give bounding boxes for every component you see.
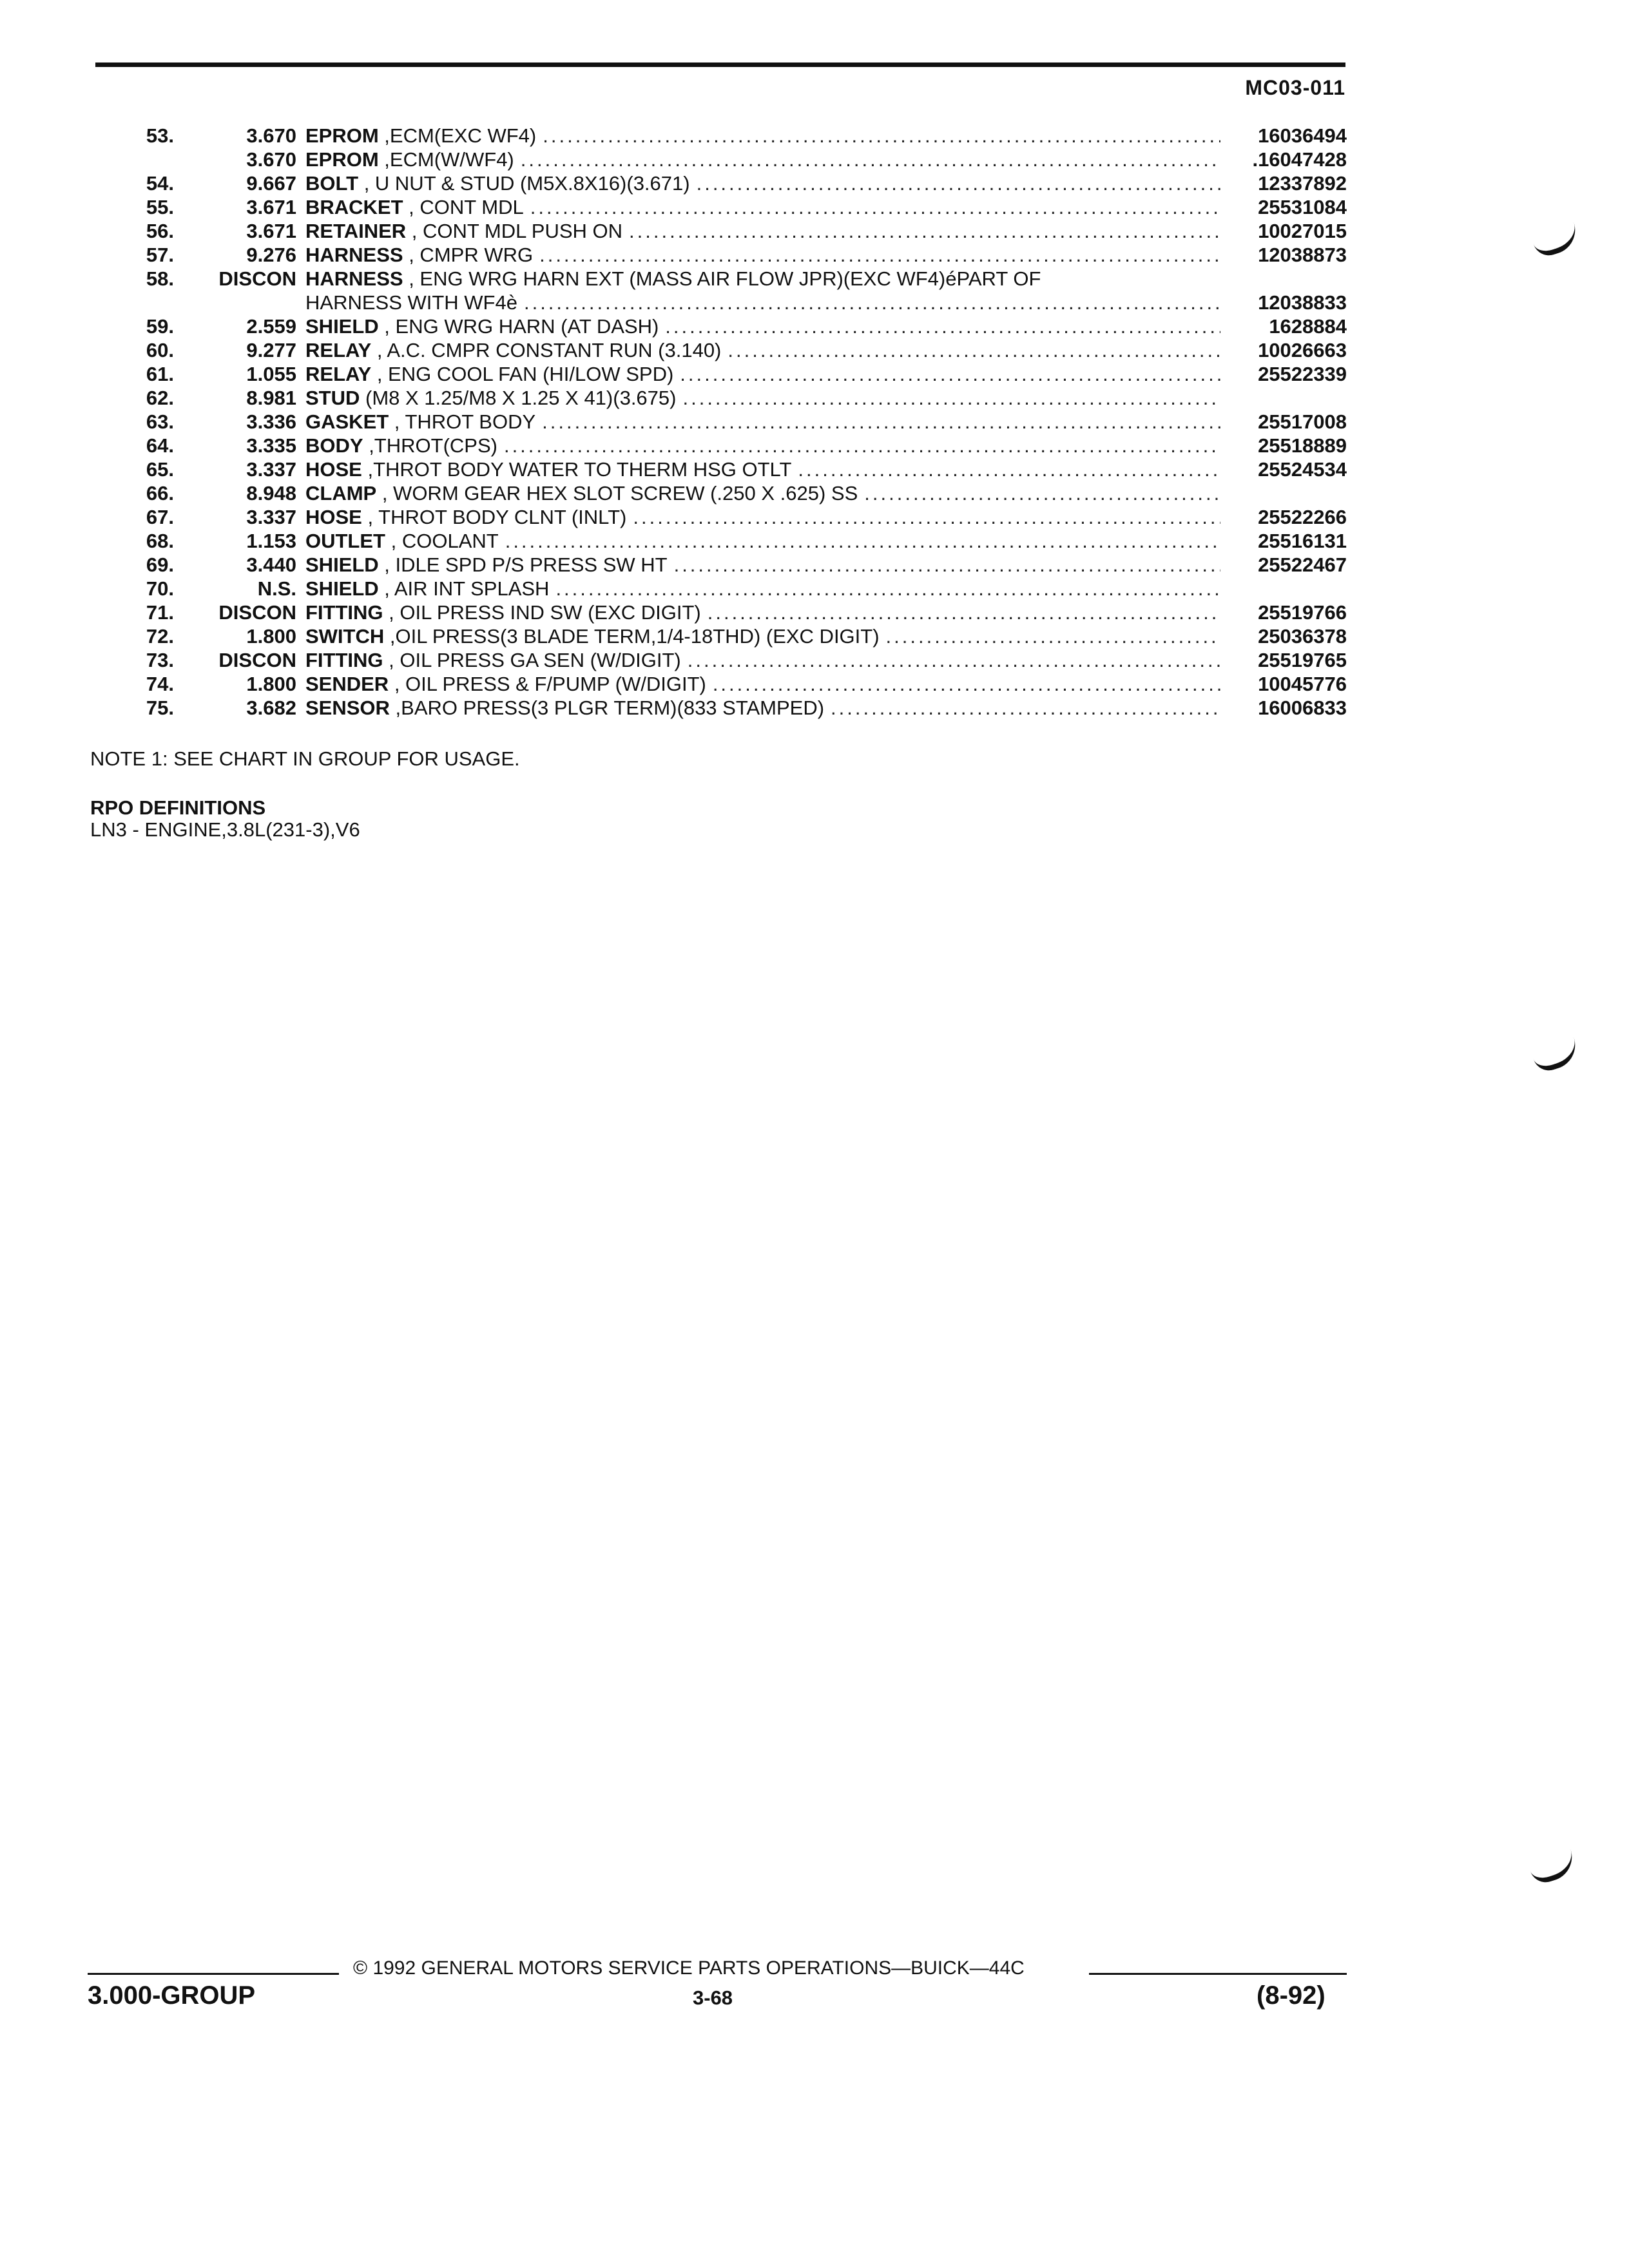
part-name: CLAMP — [305, 482, 377, 505]
copyright-notice: © 1992 GENERAL MOTORS SERVICE PARTS OPERATIONS—BUICK—44C — [353, 1957, 1025, 1979]
item-number: 62. — [146, 387, 174, 409]
part-name: SWITCH — [305, 625, 385, 648]
part-description — [305, 362, 1220, 386]
part-detail: , A.C. CMPR CONSTANT RUN (3.140) — [371, 339, 722, 361]
top-rule — [95, 62, 1345, 67]
group-number: 3.670 — [246, 148, 296, 171]
part-name: SHIELD — [305, 315, 379, 338]
part-detail: , THROT BODY — [389, 410, 536, 433]
dot-leader — [504, 434, 1220, 457]
part-description — [305, 243, 1220, 267]
part-description — [305, 148, 1220, 171]
description-text — [305, 672, 706, 696]
part-detail: ,ECM(EXC WF4) — [378, 124, 537, 147]
item-number: 65. — [146, 458, 174, 481]
part-row — [97, 410, 1347, 434]
description-text — [305, 124, 536, 148]
part-description — [305, 553, 1220, 577]
dot-leader — [665, 314, 1220, 338]
description-text — [305, 410, 535, 434]
dot-leader — [713, 672, 1220, 696]
group-number: 3.440 — [246, 553, 296, 576]
part-row — [97, 577, 1347, 601]
part-row — [97, 386, 1347, 410]
rpo-definition-item: LN3 - ENGINE,3.8L(231-3),V6 — [90, 818, 360, 841]
part-number: 25036378 — [1258, 625, 1347, 648]
group-number: DISCON — [218, 267, 296, 290]
group-number: 1.153 — [246, 530, 296, 552]
part-number: 25524534 — [1258, 458, 1347, 481]
part-detail: , OIL PRESS IND SW (EXC DIGIT) — [383, 601, 701, 624]
part-description — [305, 219, 1220, 243]
part-number: 25522266 — [1258, 506, 1347, 528]
part-number: 25516131 — [1258, 530, 1347, 552]
item-number: 73. — [146, 649, 174, 671]
description-text — [305, 291, 517, 314]
part-row — [97, 529, 1347, 553]
part-row — [97, 291, 1347, 314]
part-number: 10045776 — [1258, 673, 1347, 695]
item-number: 69. — [146, 553, 174, 576]
part-description — [305, 601, 1220, 624]
part-detail: , ENG WRG HARN (AT DASH) — [378, 315, 659, 338]
part-detail: , U NUT & STUD (M5X.8X16)(3.671) — [358, 172, 690, 195]
part-name: HARNESS — [305, 267, 403, 290]
part-description — [305, 434, 1220, 457]
group-number: 3.670 — [246, 124, 296, 147]
part-description — [305, 386, 1220, 410]
group-number: DISCON — [218, 649, 296, 671]
part-detail: , ENG WRG HARN EXT (MASS AIR FLOW JPR)(EXC WF4)éPART OF — [403, 267, 1041, 290]
description-text — [305, 148, 514, 171]
part-description — [305, 577, 1220, 601]
item-number: 60. — [146, 339, 174, 361]
dot-leader — [831, 696, 1220, 720]
dot-leader — [674, 553, 1220, 577]
part-name: SHIELD — [305, 577, 379, 600]
part-row — [97, 171, 1347, 195]
part-row — [97, 219, 1347, 243]
part-row — [97, 457, 1347, 481]
description-text — [305, 648, 681, 672]
part-detail: HARNESS WITH WF4è — [305, 291, 517, 314]
part-number: 25517008 — [1258, 410, 1347, 433]
description-text — [305, 338, 721, 362]
part-description — [305, 648, 1220, 672]
part-name: SHIELD — [305, 553, 379, 576]
item-number: 75. — [146, 697, 174, 719]
item-number: 71. — [146, 601, 174, 624]
part-name: EPROM — [305, 124, 379, 147]
description-text — [305, 195, 524, 219]
item-number: 59. — [146, 315, 174, 338]
part-detail: ,BARO PRESS(3 PLGR TERM)(833 STAMPED) — [389, 697, 825, 719]
group-label: 3.000-GROUP — [88, 1981, 256, 2010]
item-number: 74. — [146, 673, 174, 695]
part-description — [305, 124, 1220, 148]
footer-rule-right — [1089, 1973, 1347, 1975]
dot-leader — [524, 291, 1220, 314]
part-name: SENDER — [305, 673, 389, 695]
part-description — [305, 338, 1220, 362]
rpo-definitions-heading: RPO DEFINITIONS — [90, 796, 266, 819]
part-detail: , CONT MDL — [403, 196, 524, 218]
part-description — [305, 291, 1220, 314]
part-number: 25519765 — [1258, 649, 1347, 671]
part-name: SENSOR — [305, 697, 390, 719]
description-text — [305, 624, 880, 648]
item-number: 57. — [146, 244, 174, 266]
part-number: 10027015 — [1258, 220, 1347, 242]
description-text — [305, 696, 824, 720]
part-description — [305, 457, 1220, 481]
group-number: 2.559 — [246, 315, 296, 338]
group-number: 1.800 — [246, 625, 296, 648]
part-description — [305, 672, 1220, 696]
part-name: RETAINER — [305, 220, 407, 242]
part-description — [305, 505, 1220, 529]
dot-leader — [728, 338, 1220, 362]
dot-leader — [530, 195, 1220, 219]
part-row — [97, 362, 1347, 386]
item-number: 61. — [146, 363, 174, 385]
part-number: 16006833 — [1258, 697, 1347, 719]
item-number: 67. — [146, 506, 174, 528]
part-detail: , CONT MDL PUSH ON — [406, 220, 623, 242]
part-name: HOSE — [305, 506, 362, 528]
punch-hole-mark — [1528, 1849, 1578, 1887]
part-detail: ,ECM(W/WF4) — [378, 148, 514, 171]
part-name: GASKET — [305, 410, 389, 433]
dot-leader — [688, 648, 1220, 672]
part-detail: , CMPR WRG — [403, 244, 534, 266]
item-number: 72. — [146, 625, 174, 648]
dot-leader — [542, 410, 1220, 434]
dot-leader — [521, 148, 1220, 171]
group-number: 3.337 — [246, 458, 296, 481]
part-name: FITTING — [305, 649, 383, 671]
dot-leader — [798, 457, 1220, 481]
part-description — [305, 267, 1220, 291]
part-detail: (M8 X 1.25/M8 X 1.25 X 41)(3.675) — [360, 387, 677, 409]
description-text — [305, 529, 499, 553]
part-description — [305, 314, 1220, 338]
document-code: MC03-011 — [1245, 76, 1345, 99]
description-text — [305, 267, 1041, 291]
part-name: HOSE — [305, 458, 362, 481]
date-code: (8-92) — [1257, 1981, 1325, 2010]
dot-leader — [505, 529, 1220, 553]
part-number: 12337892 — [1258, 172, 1347, 195]
part-number: 25522467 — [1258, 553, 1347, 576]
part-description — [305, 410, 1220, 434]
page-number: 3-68 — [693, 1986, 733, 2009]
part-detail: ,THROT(CPS) — [363, 434, 497, 457]
description-text — [305, 243, 533, 267]
group-number: 3.682 — [246, 697, 296, 719]
description-text — [305, 601, 701, 624]
part-name: BOLT — [305, 172, 359, 195]
part-row — [97, 338, 1347, 362]
description-text — [305, 457, 791, 481]
item-number: 56. — [146, 220, 174, 242]
part-name: BRACKET — [305, 196, 403, 218]
part-row — [97, 553, 1347, 577]
part-detail: , WORM GEAR HEX SLOT SCREW (.250 X .625) SS — [376, 482, 858, 505]
group-number: 3.335 — [246, 434, 296, 457]
group-number: 3.671 — [246, 220, 296, 242]
part-number: .16047428 — [1252, 148, 1347, 171]
description-text — [305, 553, 668, 577]
part-row — [97, 696, 1347, 720]
part-detail: ,THROT BODY WATER TO THERM HSG OTLT — [361, 458, 792, 481]
part-description — [305, 481, 1220, 505]
description-text — [305, 505, 626, 529]
part-description — [305, 171, 1220, 195]
group-number: 3.671 — [246, 196, 296, 218]
part-name: FITTING — [305, 601, 383, 624]
group-number: 1.800 — [246, 673, 296, 695]
parts-list — [97, 124, 1347, 720]
part-row — [97, 434, 1347, 457]
part-row — [97, 243, 1347, 267]
part-number: 25518889 — [1258, 434, 1347, 457]
item-number: 70. — [146, 577, 174, 600]
item-number: 55. — [146, 196, 174, 218]
group-number: 9.277 — [246, 339, 296, 361]
part-row — [97, 267, 1347, 291]
item-number: 64. — [146, 434, 174, 457]
item-number: 66. — [146, 482, 174, 505]
description-text — [305, 434, 497, 457]
group-number: 3.336 — [246, 410, 296, 433]
part-row — [97, 124, 1347, 148]
group-number: N.S. — [257, 577, 296, 600]
part-number: 12038833 — [1258, 291, 1347, 314]
punch-hole-mark — [1531, 222, 1581, 260]
item-number: 58. — [146, 267, 174, 290]
part-row — [97, 601, 1347, 624]
description-text — [305, 314, 659, 338]
description-text — [305, 577, 549, 601]
description-text — [305, 386, 676, 410]
part-detail: , OIL PRESS & F/PUMP (W/DIGIT) — [389, 673, 706, 695]
part-number: 12038873 — [1258, 244, 1347, 266]
part-row — [97, 481, 1347, 505]
dot-leader — [886, 624, 1220, 648]
dot-leader — [629, 219, 1220, 243]
dot-leader — [864, 481, 1220, 505]
part-description — [305, 624, 1220, 648]
dot-leader — [682, 386, 1220, 410]
group-number: 1.055 — [246, 363, 296, 385]
part-name: HARNESS — [305, 244, 403, 266]
group-number: 8.948 — [246, 482, 296, 505]
part-name: RELAY — [305, 339, 372, 361]
group-number: 9.276 — [246, 244, 296, 266]
description-text — [305, 481, 858, 505]
part-description — [305, 195, 1220, 219]
part-name: STUD — [305, 387, 360, 409]
usage-note: NOTE 1: SEE CHART IN GROUP FOR USAGE. — [90, 747, 520, 770]
dot-leader — [543, 124, 1220, 148]
dot-leader — [680, 362, 1220, 386]
footer-rule-left — [88, 1973, 339, 1975]
part-row — [97, 505, 1347, 529]
part-detail: , AIR INT SPLASH — [378, 577, 550, 600]
part-detail: , IDLE SPD P/S PRESS SW HT — [378, 553, 668, 576]
group-number: DISCON — [218, 601, 296, 624]
dot-leader — [555, 577, 1220, 601]
part-number: 25531084 — [1258, 196, 1347, 218]
item-number: 54. — [146, 172, 174, 195]
part-detail: , ENG COOL FAN (HI/LOW SPD) — [371, 363, 674, 385]
part-detail: , OIL PRESS GA SEN (W/DIGIT) — [383, 649, 681, 671]
punch-hole-mark — [1531, 1037, 1581, 1075]
part-row — [97, 314, 1347, 338]
part-row — [97, 148, 1347, 171]
item-number: 63. — [146, 410, 174, 433]
dot-leader — [539, 243, 1220, 267]
group-number: 8.981 — [246, 387, 296, 409]
part-row — [97, 672, 1347, 696]
item-number: 53. — [146, 124, 174, 147]
part-name: BODY — [305, 434, 363, 457]
part-name: RELAY — [305, 363, 372, 385]
part-row — [97, 624, 1347, 648]
part-detail: ,OIL PRESS(3 BLADE TERM,1/4-18THD) (EXC DIGIT) — [384, 625, 880, 648]
item-number: 68. — [146, 530, 174, 552]
part-number: 10026663 — [1258, 339, 1347, 361]
part-name: OUTLET — [305, 530, 385, 552]
part-description — [305, 696, 1220, 720]
part-description — [305, 529, 1220, 553]
group-number: 3.337 — [246, 506, 296, 528]
part-number: 1628884 — [1269, 315, 1347, 338]
description-text — [305, 171, 690, 195]
part-number: 25522339 — [1258, 363, 1347, 385]
dot-leader — [697, 171, 1220, 195]
part-row — [97, 648, 1347, 672]
description-text — [305, 219, 622, 243]
part-number: 25519766 — [1258, 601, 1347, 624]
dot-leader — [708, 601, 1220, 624]
part-name: EPROM — [305, 148, 379, 171]
part-number: 16036494 — [1258, 124, 1347, 147]
part-row — [97, 195, 1347, 219]
description-text — [305, 362, 673, 386]
part-detail: , THROT BODY CLNT (INLT) — [361, 506, 627, 528]
dot-leader — [633, 505, 1220, 529]
group-number: 9.667 — [246, 172, 296, 195]
part-detail: , COOLANT — [385, 530, 499, 552]
